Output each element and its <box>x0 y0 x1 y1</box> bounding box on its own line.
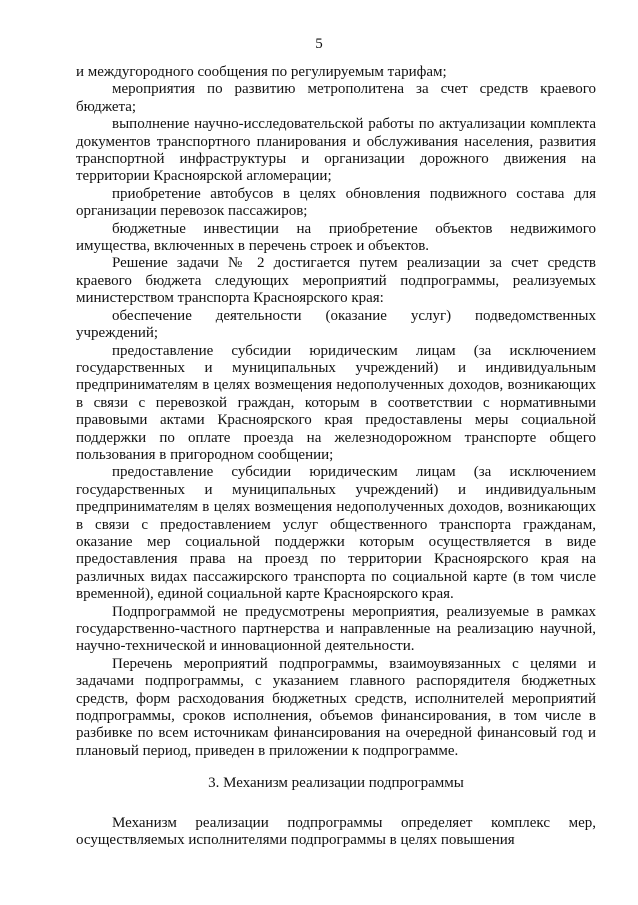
paragraph: Решение задачи № 2 достигается путем реализации за счет средств краевого бюджета следующих мероприятий подпрограммы, реализуемых министерством транспорта Красноярского края: <box>76 255 596 307</box>
paragraph: предоставление субсидии юридическим лицам (за исключением государственных и муниципальных учреждений) и индивидуальным предпринимателям в целях возмещения недополученных доходов, возникающих в связи с предоставлением услуг общественного транспорта гражданам, оказание мер социальной поддержки которым осуществляется в виде предоставления права на проезд по территории Красноярского края на различных видах пассажирского транспорта по социальной карте (в том числе временной), единой социальной карте Красноярского края. <box>76 464 596 603</box>
paragraph: мероприятия по развитию метрополитена за счет средств краевого бюджета; <box>76 81 596 115</box>
paragraph: Механизм реализации подпрограммы определяет комплекс мер, осуществляемых исполнителями подпрограммы в целях повышения <box>76 814 596 849</box>
paragraph: предоставление субсидии юридическим лицам (за исключением государственных и муниципальных учреждений) и индивидуальным предпринимателям в целях возмещения недополученных доходов, возникающих в связи с перевозкой граждан, которым в соответствии с нормативными правовыми актами Красноярского края предоставлены меры социальной поддержки по оплате проезда на железнодорожном транспорте общего пользования в пригородном сообщении; <box>76 342 596 463</box>
document-body <box>76 64 596 849</box>
paragraph: Подпрограммой не предусмотрены мероприятия, реализуемые в рамках государственно-частного партнерства и направленные на реализацию научной, научно-технической и инновационной деятельности. <box>76 603 596 655</box>
paragraph: Перечень мероприятий подпрограммы, взаимоувязанных с целями и задачами подпрограммы, с указанием главного распорядителя бюджетных средств, форм расходования бюджетных средств, исполнителей мероприятий подпрограммы, сроков исполнения, объемов финансирования, в том числе в разбивке по всем источникам финансирования на очередной финансовый год и плановый период, приведен в приложении к подпрограмме. <box>76 655 596 759</box>
section-heading: 3. Механизм реализации подпрограммы <box>208 775 464 792</box>
paragraphs-after-heading <box>76 815 596 850</box>
paragraph: выполнение научно-исследовательской работы по актуализации комплекта документов транспортного планирования и обслуживания населения, развития транспортной инфраструктуры и организации дорожного движения на территории Красноярской агломерации; <box>76 116 596 185</box>
page-number: 5 <box>315 36 323 52</box>
paragraph: и междугородного сообщения по регулируемым тарифам; <box>76 64 447 80</box>
paragraph: приобретение автобусов в целях обновления подвижного состава для организации перевозок пассажиров; <box>76 185 596 220</box>
paragraphs-before-heading <box>76 64 596 760</box>
paragraph: обеспечение деятельности (оказание услуг) подведомственных учреждений; <box>76 307 596 342</box>
paragraph: бюджетные инвестиции на приобретение объектов недвижимого имущества, включенных в перечень строек и объектов. <box>76 220 596 255</box>
